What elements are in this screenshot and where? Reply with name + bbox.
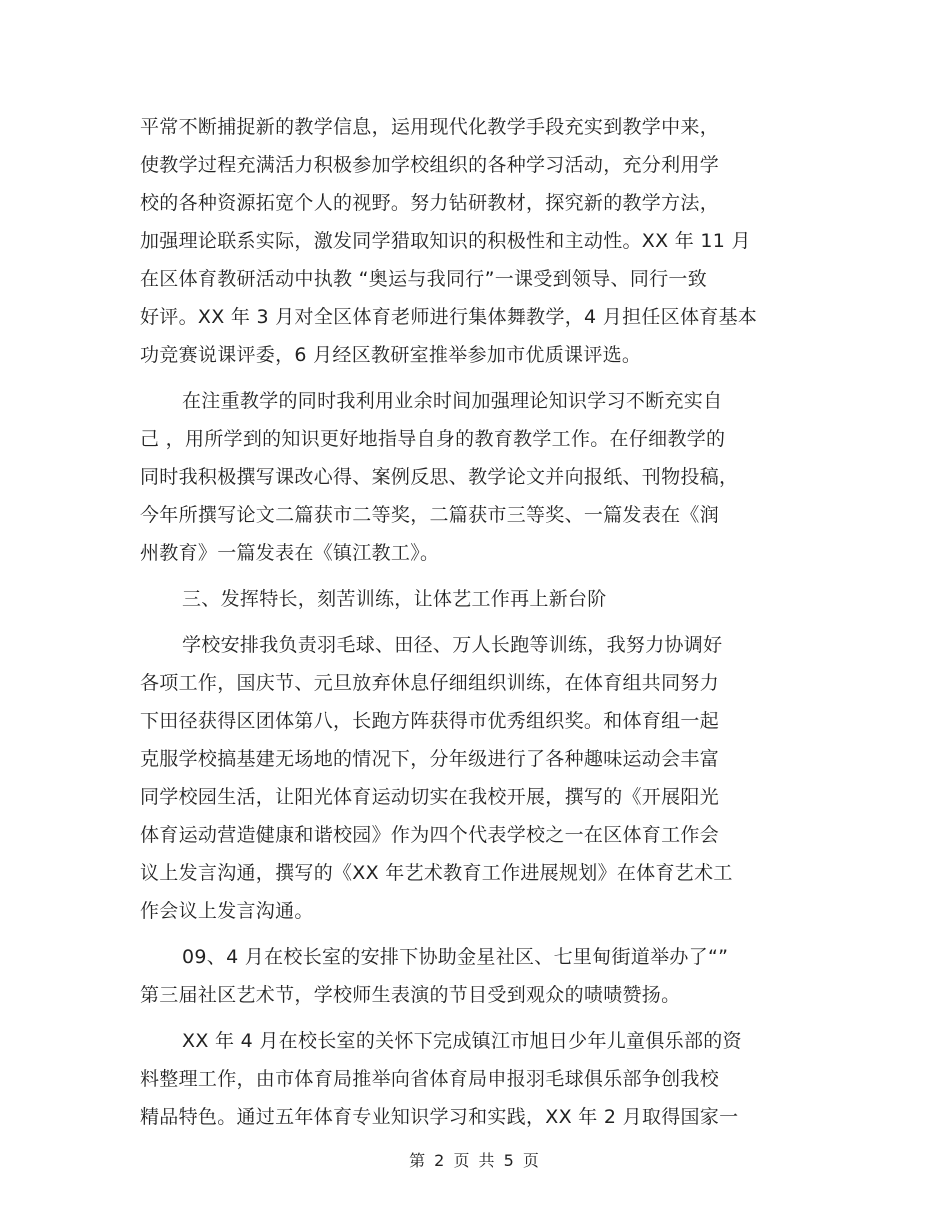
text-line: 同时我积极撰写课改心得、案例反思、教学论文并向报纸、刊物投稿， — [140, 466, 739, 488]
text-line: 州教育》一篇发表在《镇江教工》。 — [140, 542, 440, 564]
text-line: 使教学过程充满活力积极参加学校组织的各种学习活动，充分利用学 — [140, 154, 720, 176]
text-line: 在区体育教研活动中执教 “奥运与我同行”一课受到领导、同行一致 — [140, 268, 708, 290]
text-line: 好评。XX 年 3 月对全区体育老师进行集体舞教学，4 月担任区体育基本 — [140, 306, 758, 328]
text-line: 平常不断捕捉新的教学信息，运用现代化教学手段充实到教学中来， — [140, 116, 720, 138]
text-line: 作会议上发言沟通。 — [140, 900, 314, 922]
paragraph-start-line: 在注重教学的同时我利用业余时间加强理论知识学习不断充实自 — [182, 390, 723, 412]
text-line: 今年所撰写论文二篇获市二等奖，二篇获市三等奖、一篇发表在《润 — [140, 504, 720, 526]
text-line: 功竞赛说课评委，6 月经区教研室推举参加市优质课评选。 — [140, 344, 642, 366]
section-heading: 三、发挥特长，刻苦训练，让体艺工作再上新台阶 — [182, 588, 607, 610]
text-line: 各项工作，国庆节、元旦放弃休息仔细组织训练，在体育组共同努力 — [140, 672, 720, 694]
text-line: 克服学校搞基建无场地的情况下，分年级进行了各种趣味运动会丰富 — [140, 748, 720, 770]
text-line: 加强理论联系实际，激发同学猎取知识的积极性和主动性。XX 年 11 月 — [140, 230, 751, 252]
text-line: 下田径获得区团体第八，长跑方阵获得市优秀组织奖。和体育组一起 — [140, 710, 720, 732]
text-line: 校的各种资源拓宽个人的视野。努力钻研教材，探究新的教学方法， — [140, 192, 720, 214]
text-line: 议上发言沟通，撰写的《XX 年艺术教育工作进展规划》在体育艺术工 — [140, 862, 733, 884]
paragraph-start-line: 学校安排我负责羽毛球、田径、万人长跑等训练，我努力协调好 — [182, 634, 723, 656]
text-line: 体育运动营造健康和谐校园》作为四个代表学校之一在区体育工作会 — [140, 824, 720, 846]
paragraph-start-line: 09、4 月在校长室的安排下协助金星社区、七里甸街道举办了“” — [182, 946, 729, 968]
text-line: 精品特色。通过五年体育专业知识学习和实践，XX 年 2 月取得国家一 — [140, 1106, 739, 1128]
text-line: 料整理工作，由市体育局推举向省体育局申报羽毛球俱乐部争创我校 — [140, 1068, 720, 1090]
text-line: 己 ，用所学到的知识更好地指导自身的教育教学工作。在仔细教学的 — [140, 428, 726, 450]
body-text — [140, 108, 820, 1136]
text-line: 同学校园生活，让阳光体育运动切实在我校开展，撰写的《开展阳光 — [140, 786, 720, 808]
page-number-footer: 第 2 页 共 5 页 — [409, 1151, 541, 1170]
text-line: 第三届社区艺术节，学校师生表演的节目受到观众的啧啧赞扬。 — [140, 984, 681, 1006]
paragraph-start-line: XX 年 4 月在校长室的关怀下完成镇江市旭日少年儿童俱乐部的资 — [182, 1030, 742, 1052]
